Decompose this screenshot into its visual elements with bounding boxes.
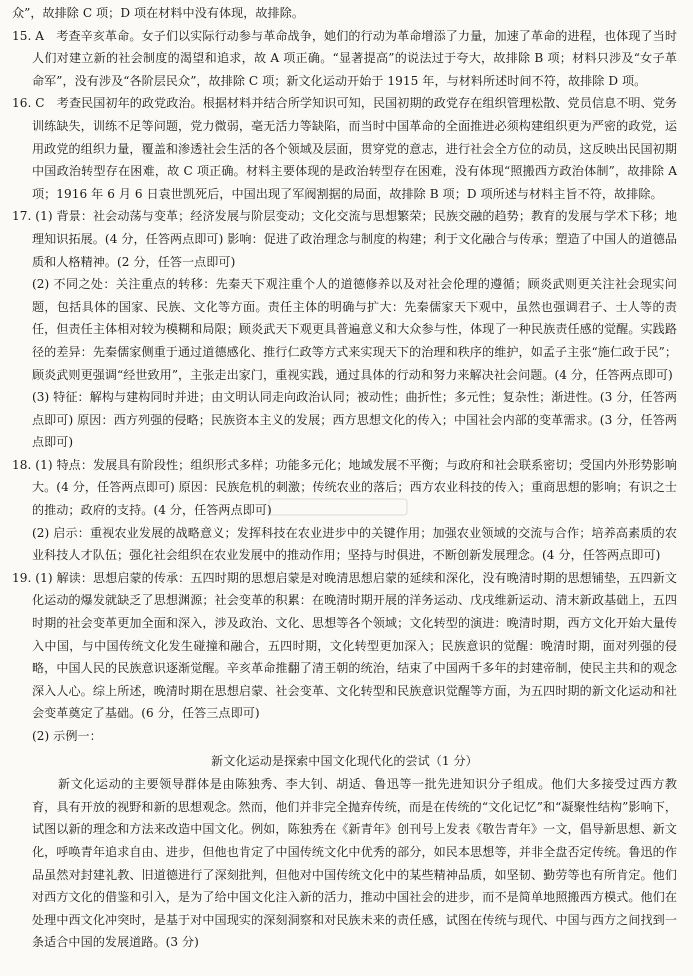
answer-19-part2-label: (2) 示例一：	[32, 729, 102, 743]
answer-16: 16. C 考查民国初年的政党政治。根据材料并结合所学知识可知，民国初期的政党存在组织管理松散、党员信息不明、党务训练缺失，训练不足等问题，党力微弱，毫无活力等缺陷，而当时中国革命的全面推进必须构建组织更为严密的政党，运用政党的组织力量，覆盖和渗透社会生活的各个领域及层面，贯穿党的意志，进行社会全方位的动员，这反映出民国初期中国政治转型存在困难，故 C 项正确。材料主要体现的是政治转型存在困难，没有体现“照搬西方政治体制”，故排除 A 项；1916 年 6 月 6 日袁世凯死后，中国出现了军阀割据的局面，故排除 B 项；D 项所述与材料主旨不符，故排除。	[12, 96, 677, 201]
answer-17-part3: (3) 特征：解构与建构同时并进；由文明认同走向政治认同；被动性；曲折性；多元性；复杂性；渐进性。(3 分，任答两点即可) 原因：西方列强的侵略；民族资本主义的发展；西方思想文化的传入；中国社会内部的变革需求。(3 分，任答两点即可)	[32, 390, 677, 450]
answer-19-part1: 19. (1) 解读：思想启蒙的传承：五四时期的思想启蒙是对晚清思想启蒙的延续和深化，没有晚清时期的思想铺垫，五四新文化运动的爆发就缺乏了思想渊源；社会变革的积累：在晚清时期开展的洋务运动、戊戌维新运动、清末新政基础上，五四时期的社会变革更加全面和深入，涉及政治、文化、思想等各个领域；文化转型的演进：晚清时期，西方文化开始大量传入中国，与中国传统文化发生碰撞和融合，五四时期，文化转型更加深入；民族意识的觉醒：晚清时期，面对列强的侵略，中国人民的民族意识逐渐觉醒。辛亥革命推翻了清王朝的统治，结束了中国两千多年的封建帝制，使民主共和的观念深入人心。综上所述，晚清时期在思想启蒙、社会变革、文化转型和民族意识觉醒等方面，为五四时期的新文化运动和社会变革奠定了基础。(6 分，任答三点即可)	[12, 570, 677, 721]
essay-body: 新文化运动的主要领导群体是由陈独秀、李大钊、胡适、鲁迅等一批先进知识分子组成。他们大多接受过西方教育，具有开放的视野和新的思想观念。然而，他们并非完全抛弃传统，而是在传统的“文化记忆”和“凝聚性结构”影响下，试图以新的理念和方法来改造中国文化。例如，陈独秀在《新青年》创刊号上发表《敬告青年》一文，倡导新思想、新文化，呼唤青年追求自由、进步，但他也肯定了中国传统文化中优秀的部分，如民本思想等，并非全盘否定传统。鲁迅的作品虽然对封建礼教、旧道德进行了深刻批判，但他对中国传统文化中的某些精神品质，如坚韧、勤劳等也有所肯定。他们对西方文化的借鉴和引入，是为了给中国文化注入新的活力，推动中国社会的进步，而不是简单地照搬西方模式。他们在处理中西文化冲突时，是基于对中国现实的深刻洞察和对民族未来的责任感，试图在传统与现代、中国与西方之间找到一条适合中国的发展道路。(3 分)	[32, 777, 677, 950]
answer-17-part2: (2) 不同之处：关注重点的转移：先秦天下观注重个人的道德修养以及对社会伦理的遵循；顾炎武则更关注社会现实问题，包括具体的国家、民族、文化等方面。责任主体的明确与扩大：先秦儒家天下观中，虽然也强调君子、士人等的责任，但责任主体相对较为模糊和局限；顾炎武天下观更具普遍意义和大众参与性，体现了一种民族责任感的觉醒。实践路径的差异：先秦儒家侧重于通过道德感化、推行仁政等方式来实现天下的治理和秩序的维护，如孟子主张“施仁政于民”；顾炎武则更强调“经世致用”，主张走出家门，重视实践，通过具体的行动和努力来解决社会问题。(4 分，任答两点即可)	[32, 277, 677, 382]
answer-18-part1: 18. (1) 特点：发展具有阶段性；组织形式多样；功能多元化；地域发展不平衡；与政府和社会联系密切；受国内外形势影响大。(4 分，任答两点即可) 原因：民族危机的刺激；传统农业的落后；西方农业科技的传入；重商思想的影响；有识之士的推动；政府的支持。(4 分，任答两点即可)	[12, 457, 677, 518]
essay-title: 新文化运动是探索中国文化现代化的尝试（1 分）	[211, 753, 478, 768]
paragraph-q14-end: 众”，故排除 C 项；D 项在材料中没有体现，故排除。	[12, 6, 304, 20]
answer-15: 15. A 考查辛亥革命。女子们以实际行动参与革命战争，她们的行动为革命增添了力量，加速了革命的进程，也体现了当时人们对建立新的社会制度的渴望和追求，故 A 项正确。“显著提高”的说法过于夸大，故排除 B 项；材料只涉及“女子革命军”，没有涉及“各阶层民众”，故排除 C 项；新文化运动开始于 1915 年，与材料所述时间不符，故排除 D 项。	[12, 28, 677, 88]
answer-17-part1: 17. (1) 背景：社会动荡与变革；经济发展与阶层变动；文化交流与思想繁荣；民族交融的趋势；教育的发展与学术下移；地理知识拓展。(4 分，任答两点即可) 影响：促进了政治理念与制度的构建；利于文化融合与传承；塑造了中国人的道德品质和人格精神。(2 分，任答一点即可)	[12, 209, 677, 269]
answer-18-part2: (2) 启示：重视农业发展的战略意义；发挥科技在农业进步中的关键作用；加强农业领域的交流与合作；培养高素质的农业科技人才队伍；强化社会组织在农业发展中的推动作用；坚持与时俱进，不断创新发展理念。(4 分，任答两点即可)	[32, 525, 677, 563]
